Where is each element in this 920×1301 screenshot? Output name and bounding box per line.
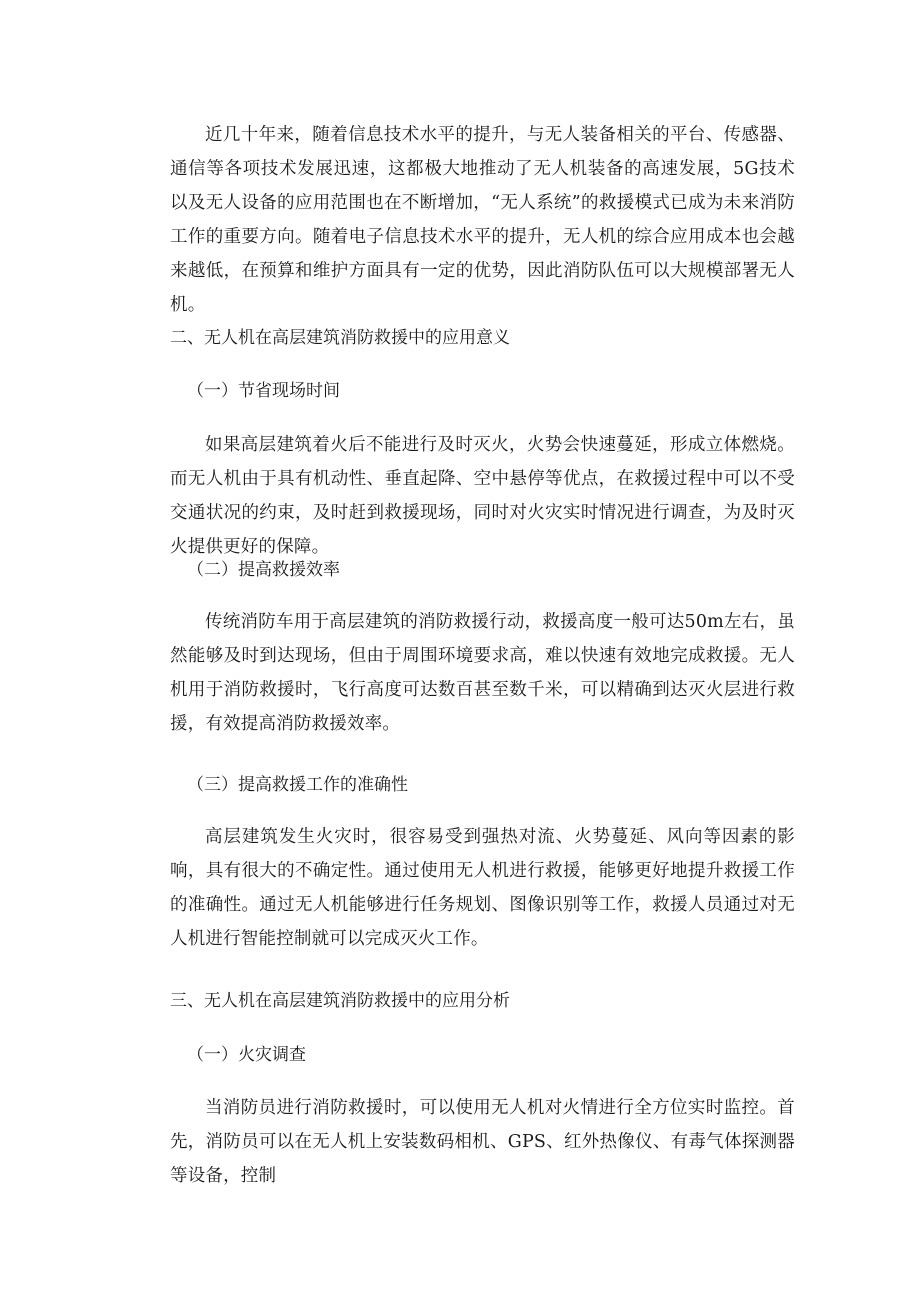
paragraph-fire-investigation: 当消防员进行消防救援时，可以使用无人机对火情进行全方位实时监控。首先，消防员可以在无人机上安装数码相机、GPS、红外热像仪、有毒气体探测器等设备，控制 [170, 1098, 795, 1186]
paragraph-save-time: 如果高层建筑着火后不能进行及时灭火，火势会快速蔓延，形成立体燃烧。而无人机由于具有机动性、垂直起降、空中悬停等优点，在救援过程中可以不受交通状况的约束，及时赶到救援现场，同时对火灾实时情况进行调查，为及时灭火提供更好的保障。 [170, 435, 795, 557]
section-heading-application-analysis: 三、无人机在高层建筑消防救援中的应用分析 [170, 991, 510, 1011]
paragraph-intro: 近几十年来，随着信息技术水平的提升，与无人装备相关的平台、传感器、通信等各项技术发展迅速，这都极大地推动了无人机装备的高速发展，5G技术以及无人设备的应用范围也在不断增加，“无人系统”的救援模式已成为未来消防工作的重要方向。随着电子信息技术水平的提升，无人机的综合应用成本也会越来越低，在预算和维护方面具有一定的优势，因此消防队伍可以大规模部署无人机。 [170, 125, 795, 315]
paragraph-rescue-efficiency: 传统消防车用于高层建筑的消防救援行动，救援高度一般可达50m左右，虽然能够及时到达现场，但由于周围环境要求高，难以快速有效地完成救援。无人机用于消防救援时，飞行高度可达数百甚至数千米，可以精确到达灭火层进行救援，有效提高消防救援效率。 [170, 612, 795, 734]
subsection-heading-save-time: （一）节省现场时间 [187, 381, 340, 401]
subsection-heading-fire-investigation: （一）火灾调查 [187, 1045, 306, 1065]
subsection-heading-rescue-efficiency: （二）提高救援效率 [187, 560, 340, 580]
section-heading-application-significance: 二、无人机在高层建筑消防救援中的应用意义 [170, 328, 510, 348]
paragraph-rescue-accuracy: 高层建筑发生火灾时，很容易受到强热对流、火势蔓延、风向等因素的影响，具有很大的不确定性。通过使用无人机进行救援，能够更好地提升救援工作的准确性。通过无人机能够进行任务规划、图像识别等工作，救援人员通过对无人机进行智能控制就可以完成灭火工作。 [170, 827, 795, 949]
subsection-heading-rescue-accuracy: （三）提高救援工作的准确性 [187, 775, 408, 795]
